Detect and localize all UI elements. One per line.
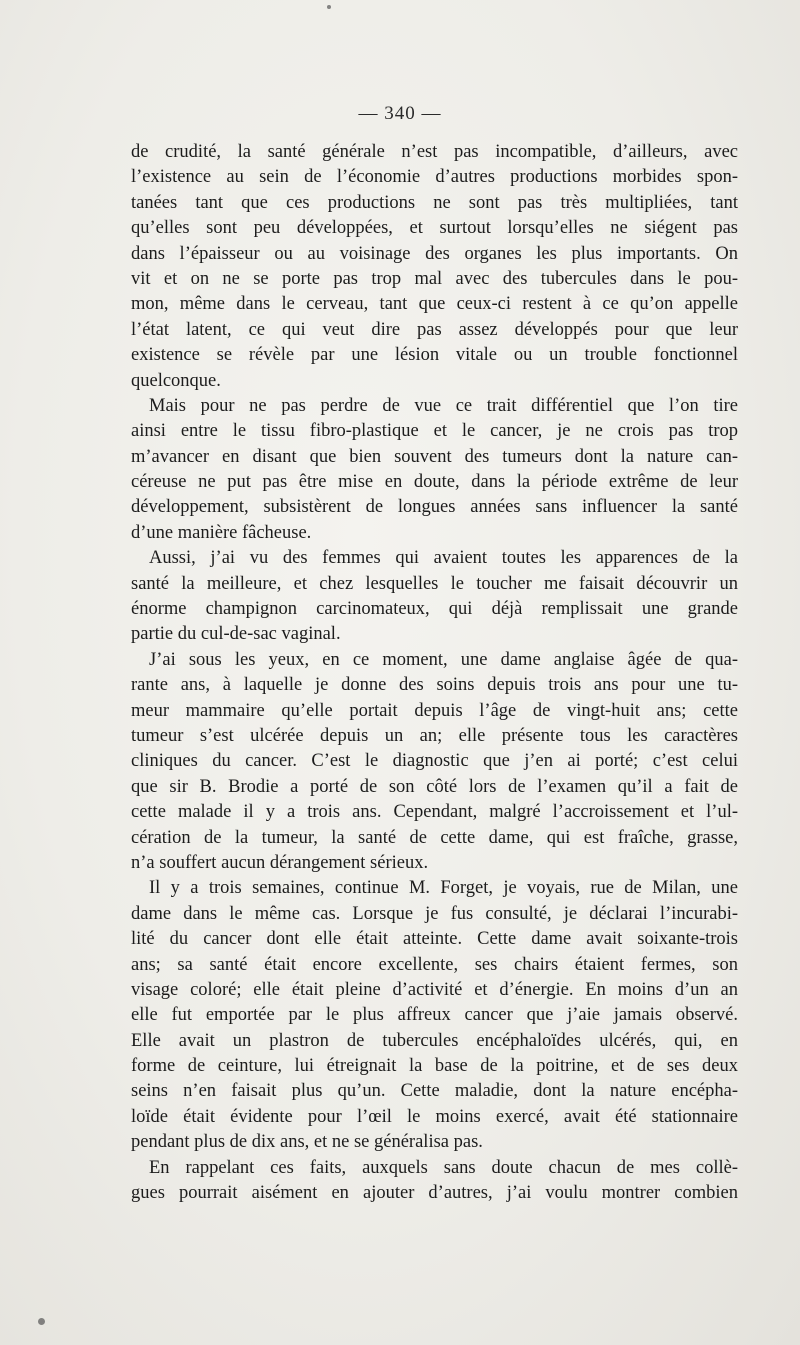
text-line: forme de ceinture, lui étreignait la base de la poitrine, et de ses deux [131, 1056, 738, 1077]
ink-speck [327, 5, 331, 9]
ink-speck [38, 1318, 45, 1325]
text-line: m’avancer en disant que bien souvent des tumeurs dont la nature can- [131, 446, 738, 467]
text-line: santé la meilleure, et chez lesquelles le toucher me faisait découvrir un [131, 573, 738, 594]
text-line: quelconque. [131, 370, 221, 391]
text-line: vit et on ne se porte pas trop mal avec des tubercules dans le pou- [131, 268, 738, 289]
text-line: dans l’épaisseur ou au voisinage des organes les plus importants. On [131, 243, 738, 264]
paragraph-start-line: J’ai sous les yeux, en ce moment, une dame anglaise âgée de qua- [149, 649, 738, 670]
text-line: meur mammaire qu’elle portait depuis l’âge de vingt-huit ans; cette [131, 700, 738, 721]
text-line: seins n’en faisait plus qu’un. Cette maladie, dont la nature encépha- [131, 1081, 738, 1102]
text-line: n’a souffert aucun dérangement sérieux. [131, 852, 429, 873]
text-line: cération de la tumeur, la santé de cette dame, qui est fraîche, grasse, [131, 827, 738, 848]
text-line: cliniques du cancer. C’est le diagnostic que j’en ai porté; c’est celui [131, 751, 738, 772]
paragraph-start-line: Aussi, j’ai vu des femmes qui avaient toutes les apparences de la [149, 548, 738, 569]
text-line: ainsi entre le tissu fibro-plastique et le cancer, je ne crois pas trop [131, 421, 738, 442]
text-line: tumeur s’est ulcérée depuis un an; elle présente tous les caractères [131, 725, 738, 746]
text-line: ans; sa santé était encore excellente, ses chairs étaient fermes, son [131, 954, 738, 975]
text-line: pendant plus de dix ans, et ne se généralisa pas. [131, 1132, 483, 1153]
text-line: développement, subsistèrent de longues années sans influencer la santé [131, 497, 738, 518]
text-line: existence se révèle par une lésion vitale ou un trouble fonctionnel [131, 345, 738, 366]
text-line: énorme champignon carcinomateux, qui déjà remplissait une grande [131, 599, 738, 620]
text-line: partie du cul-de-sac vaginal. [131, 624, 341, 645]
text-line: loïde était évidente pour l’œil le moins exercé, avait été stationnaire [131, 1106, 738, 1127]
text-line: de crudité, la santé générale n’est pas incompatible, d’ailleurs, avec [131, 142, 738, 162]
body-text [131, 140, 738, 1206]
text-line: que sir B. Brodie a porté de son côté lors de l’examen qu’il a fait de [131, 776, 738, 797]
page-number: — 340 — [358, 103, 442, 124]
text-line: rante ans, à laquelle je donne des soins depuis trois ans pour une tu- [131, 675, 738, 696]
text-line: d’une manière fâcheuse. [131, 522, 312, 543]
text-line: gues pourrait aisément en ajouter d’autres, j’ai voulu montrer combien [131, 1183, 738, 1204]
paragraph-start-line: Il y a trois semaines, continue M. Forget, je voyais, rue de Milan, une [149, 878, 738, 899]
paragraph-start-line: En rappelant ces faits, auxquels sans doute chacun de mes collè- [149, 1157, 738, 1178]
text-line: Elle avait un plastron de tubercules encéphaloïdes ulcérés, qui, en [131, 1030, 738, 1051]
text-line: tanées tant que ces productions ne sont pas très multipliées, tant [131, 192, 738, 213]
text-line: lité du cancer dont elle était atteinte. Cette dame avait soixante-trois [131, 929, 738, 950]
text-line: mon, même dans le cerveau, tant que ceux-ci restent à ce qu’on appelle [131, 294, 738, 315]
text-line: l’état latent, ce qui veut dire pas assez développés pour que leur [131, 319, 738, 340]
paragraph-start-line: Mais pour ne pas perdre de vue ce trait différentiel que l’on tire [149, 395, 738, 416]
text-line: dame dans le même cas. Lorsque je fus consulté, je déclarai l’incurabi- [131, 903, 738, 924]
text-line: céreuse ne put pas être mise en doute, dans la période extrême de leur [131, 472, 738, 493]
text-line: visage coloré; elle était pleine d’activité et d’énergie. En moins d’un an [131, 979, 738, 1000]
text-line: elle fut emportée par le plus affreux cancer que j’aie jamais observé. [131, 1005, 738, 1026]
text-line: qu’elles sont peu développées, et surtout lorsqu’elles ne siégent pas [131, 218, 738, 239]
text-line: l’existence au sein de l’économie d’autres productions morbides spon- [131, 167, 738, 188]
text-line: cette malade il y a trois ans. Cependant, malgré l’accroissement et l’ul- [131, 802, 738, 823]
